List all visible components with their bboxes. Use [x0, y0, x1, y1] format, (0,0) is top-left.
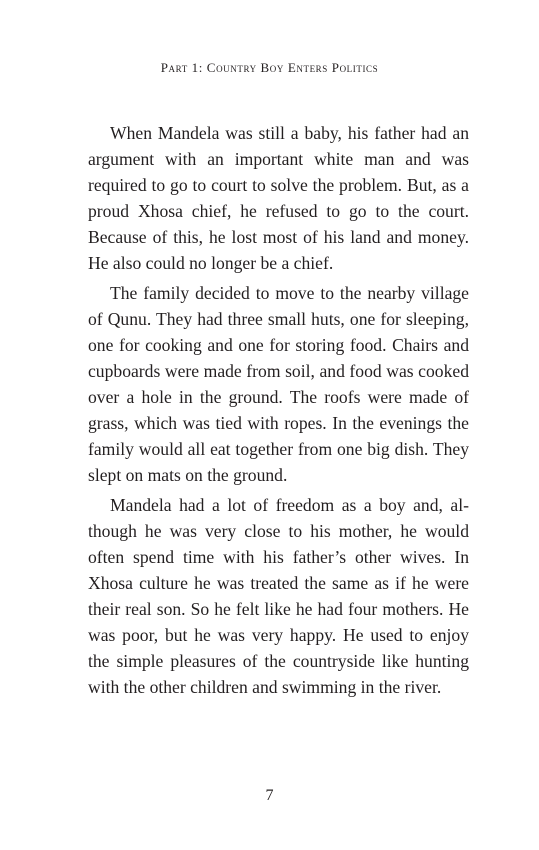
paragraph-3: Mandela had a lot of freedom as a boy and, although he was very close to his mother, he would often spend time with his father’s other wives. In Xhosa culture he was treated the same as if he were their real son. So he felt like he had four mothers. He was poor, but he was very happy. He used to enjoy the simple pleasures of the countryside like hunting with the other children and swimming in the river. [88, 495, 469, 697]
body-text [88, 120, 469, 704]
running-head: Part 1: Country Boy Enters Politics [160, 60, 379, 75]
paragraph-2: The family decided to move to the nearby village of Qunu. They had three small huts, one for sleeping, one for cooking and one for storing food. Chairs and cupboards were made from soil, and food was cooked over a hole in the ground. The roofs were made of grass, which was tied with ropes. In the evenings the family would all eat together from one big dish. They slept on mats on the ground. [88, 283, 469, 485]
page-number: 7 [265, 787, 274, 804]
paragraph-1: When Mandela was still a baby, his father had an argument with an important white man and was required to go to court to solve the problem. But, as a proud Xhosa chief, he refused to go to the court. Because of this, he lost most of his land and money. He also could no longer be a chief. [88, 123, 469, 273]
